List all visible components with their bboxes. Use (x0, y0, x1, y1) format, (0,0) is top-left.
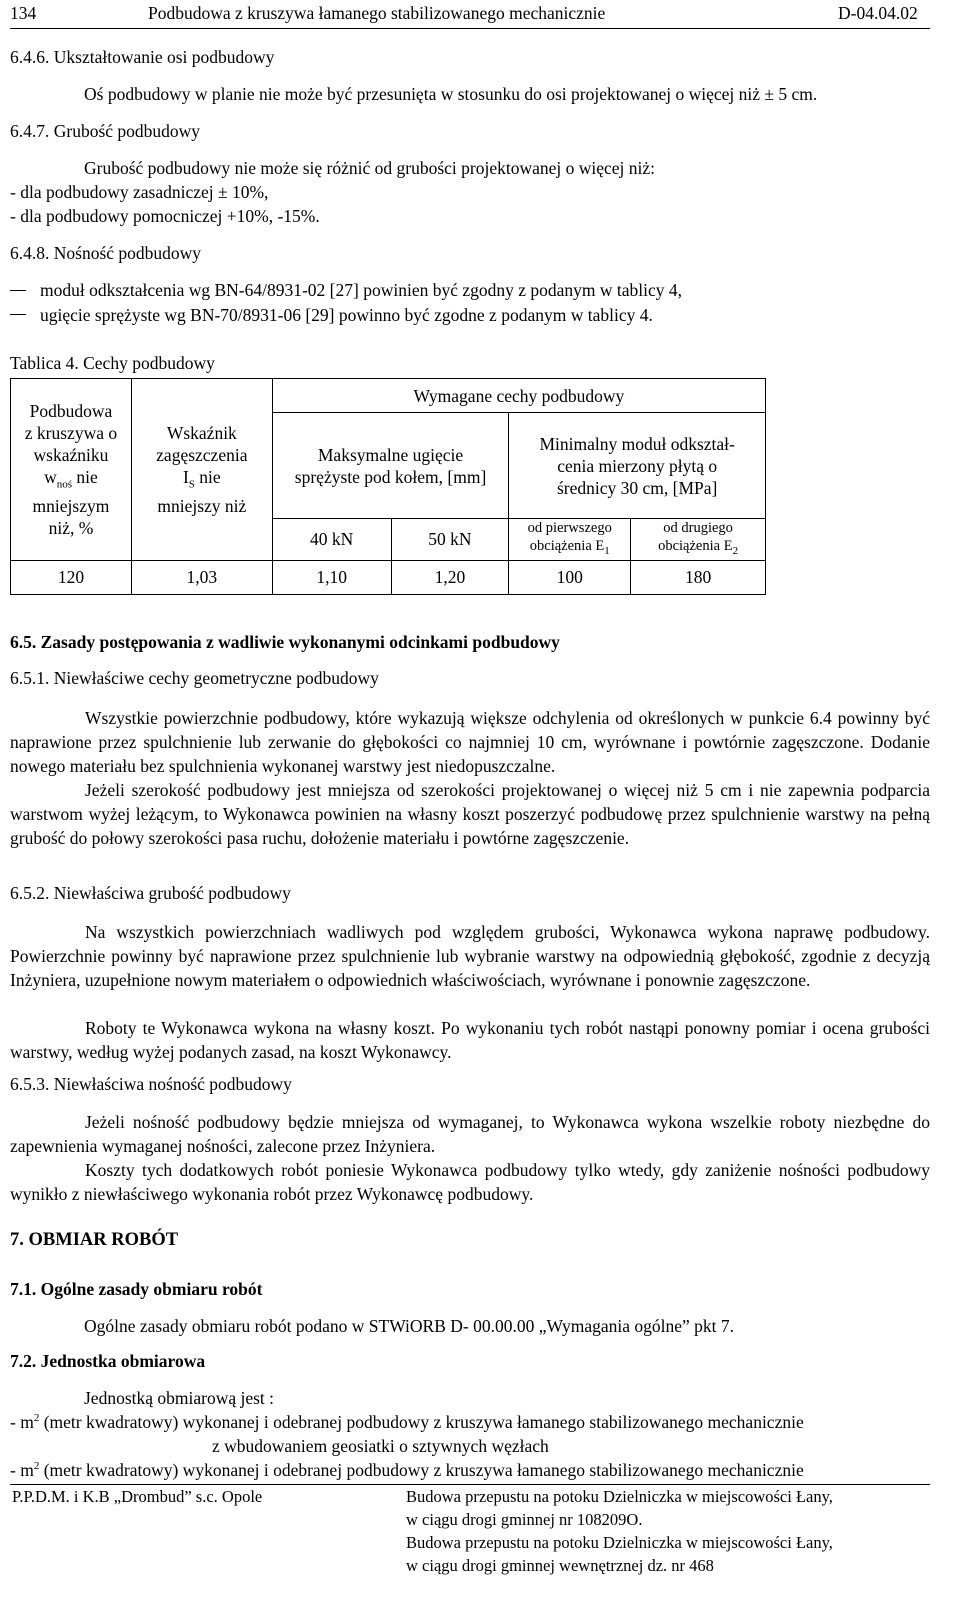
dash-bullet (10, 290, 26, 291)
footer-line: w ciągu drogi gminnej nr 108209O. (406, 1510, 643, 1529)
paragraph: Koszty tych dodatkowych robót poniesie Wykonawca podbudowy tylko wtedy, gdy zaniżenie nośności podbudowy wynikło z niewłaściwego wykonania robót przez Wykonawcę podbudowy. (10, 1160, 930, 1204)
footer-company: P.P.D.M. i K.B „Drombud” s.c. Opole (12, 1487, 263, 1506)
col-header-40kn: 40 kN (272, 519, 391, 561)
section-text-6-4-7: Grubość podbudowy nie może się różnić od grubości projektowanej o więcej niż: (84, 158, 656, 178)
footer-line: Budowa przepustu na potoku Dzielniczka w miejscowości Łany, (406, 1487, 833, 1506)
section-heading-6-5-1: 6.5.1. Niewłaściwe cechy geometryczne podbudowy (10, 668, 379, 688)
dash-bullet (10, 314, 26, 315)
table-cell: 1,20 (391, 560, 509, 594)
footer-line: Budowa przepustu na potoku Dzielniczka w miejscowości Łany, (406, 1533, 833, 1552)
list-item: moduł odkształcenia wg BN-64/8931-02 [27] powinien być zgodny z podanym w tablicy 4, (40, 280, 683, 300)
col-header-deflection: Maksymalne ugięcie sprężyste pod kołem, [mm] (272, 413, 509, 519)
section-heading-7-1: 7.1. Ogólne zasady obmiaru robót (10, 1279, 263, 1299)
col-header-e2: od drugiego obciążenia $E_2$ (631, 519, 766, 561)
section-heading-7-2: 7.2. Jednostka obmiarowa (10, 1351, 206, 1371)
table-cell: 180 (631, 560, 766, 594)
section-heading-7: 7. OBMIAR ROBÓT (10, 1230, 179, 1250)
table-cell: 1,10 (272, 560, 391, 594)
table-cell: 100 (509, 560, 631, 594)
section-heading-6-5-2: 6.5.2. Niewłaściwa grubość podbudowy (10, 883, 291, 903)
group-header: Wymagane cechy podbudowy (272, 379, 765, 413)
section-text-7-1: Ogólne zasady obmiaru robót podano w STWiORB D- 00.00.00 „Wymagania ogólne” pkt 7. (84, 1316, 734, 1336)
footer-rule (10, 1484, 930, 1485)
col-header-base: Podbudowa z kruszywa o wskaźniku $w_{noś}$ nie mniejszym niż, % (11, 379, 132, 561)
section-heading-6-5-3: 6.5.3. Niewłaściwa nośność podbudowy (10, 1074, 292, 1094)
section-heading-6-5: 6.5. Zasady postępowania z wadliwie wykonanymi odcinkami podbudowy (10, 632, 560, 652)
header-title: Podbudowa z kruszywa łamanego stabilizowanego mechanicznie (148, 3, 606, 23)
page-number: 134 (10, 3, 37, 23)
section-heading-6-4-8: 6.4.8. Nośność podbudowy (10, 243, 202, 263)
section-heading-6-4-7: 6.4.7. Grubość podbudowy (10, 121, 201, 141)
list-item: - dla podbudowy zasadniczej ± 10%, (10, 182, 269, 202)
section-heading-6-4-6: 6.4.6. Ukształtowanie osi podbudowy (10, 47, 275, 67)
footer-line: w ciągu drogi gminnej wewnętrznej dz. nr 468 (406, 1556, 714, 1575)
list-item: - $m^2$ (metr kwadratowy) wykonanej i odebranej podbudowy z kruszywa łamanego stabilizowanego mechanicznie (10, 1412, 804, 1432)
section-text-6-4-6: Oś podbudowy w planie nie może być przesunięta w stosunku do osi projektowanej o więcej niż ± 5 cm. (84, 84, 818, 104)
list-item: ugięcie sprężyste wg BN-70/8931-06 [29] powinno być zgodne z podanym w tablicy 4. (40, 305, 653, 325)
col-header-compaction: Wskaźnik zagęszczenia $I_S$ nie mniejszy niż (131, 379, 272, 561)
col-header-modulus: Minimalny moduł odkształ- cenia mierzony płytą o średnicy 30 cm, [MPa] (509, 413, 766, 519)
col-header-50kn: 50 kN (391, 519, 509, 561)
table-cell: 1,03 (131, 560, 272, 594)
paragraph: Jeżeli nośność podbudowy będzie mniejsza od wymaganej, to Wykonawca wykona wszelkie roboty niezbędne do zapewnienia wymaganej nośności, zalecone przez Inżyniera. (10, 1112, 930, 1156)
list-item: - $m^2$ (metr kwadratowy) wykonanej i odebranej podbudowy z kruszywa łamanego stabilizowanego mechanicznie (10, 1460, 804, 1480)
header-rule (10, 28, 930, 29)
list-item: - dla podbudowy pomocniczej +10%, -15%. (10, 206, 320, 226)
paragraph: Roboty te Wykonawca wykona na własny koszt. Po wykonaniu tych robót nastąpi ponowny pomiar i ocena grubości warstwy, według wyżej podanych zasad, na koszt Wykonawcy. (10, 1018, 930, 1062)
paragraph: Wszystkie powierzchnie podbudowy, które wykazują większe odchylenia od określonych w punkcie 6.4 powinny być naprawione przez spulchnienie lub zerwanie do głębokości co najmniej 10 cm, wyrównane i powtórnie zagęszczone. Dodanie nowego materiału bez spulchnienia wykonanej warstwy jest niedopuszczalne. (10, 708, 930, 776)
paragraph: Na wszystkich powierzchniach wadliwych pod względem grubości, Wykonawca wykona naprawę podbudowy. Powierzchnie powinny być naprawione przez spulchnienie lub wybranie warstwy na odpowiednią głębokość, zgodnie z decyzją Inżyniera, uzupełnione nowym materiałem o odpowiednich właściwościach, wyrównane i ponownie zagęszczone. (10, 922, 930, 990)
col-header-e1: od pierwszego obciążenia $E_1$ (509, 519, 631, 561)
properties-table (10, 378, 766, 595)
header-code: D-04.04.02 (838, 3, 918, 23)
list-item-continuation: z wbudowaniem geosiatki o sztywnych węzłach (212, 1436, 549, 1456)
paragraph: Jeżeli szerokość podbudowy jest mniejsza od szerokości projektowanej o więcej niż 5 cm i nie zapewnia podparcia warstwom wyżej leżącym, to Wykonawca powinien na własny koszt poszerzyć podbudowę przez spulchnienie warstwy na pełną grubość do połowy szerokości pasa ruchu, dołożenie materiału i powtórne zagęszczenie. (10, 780, 930, 848)
table-row (11, 560, 766, 594)
table-caption: Tablica 4. Cechy podbudowy (10, 353, 215, 373)
table-cell: 120 (11, 560, 132, 594)
section-text-7-2: Jednostką obmiarową jest : (84, 1388, 275, 1408)
